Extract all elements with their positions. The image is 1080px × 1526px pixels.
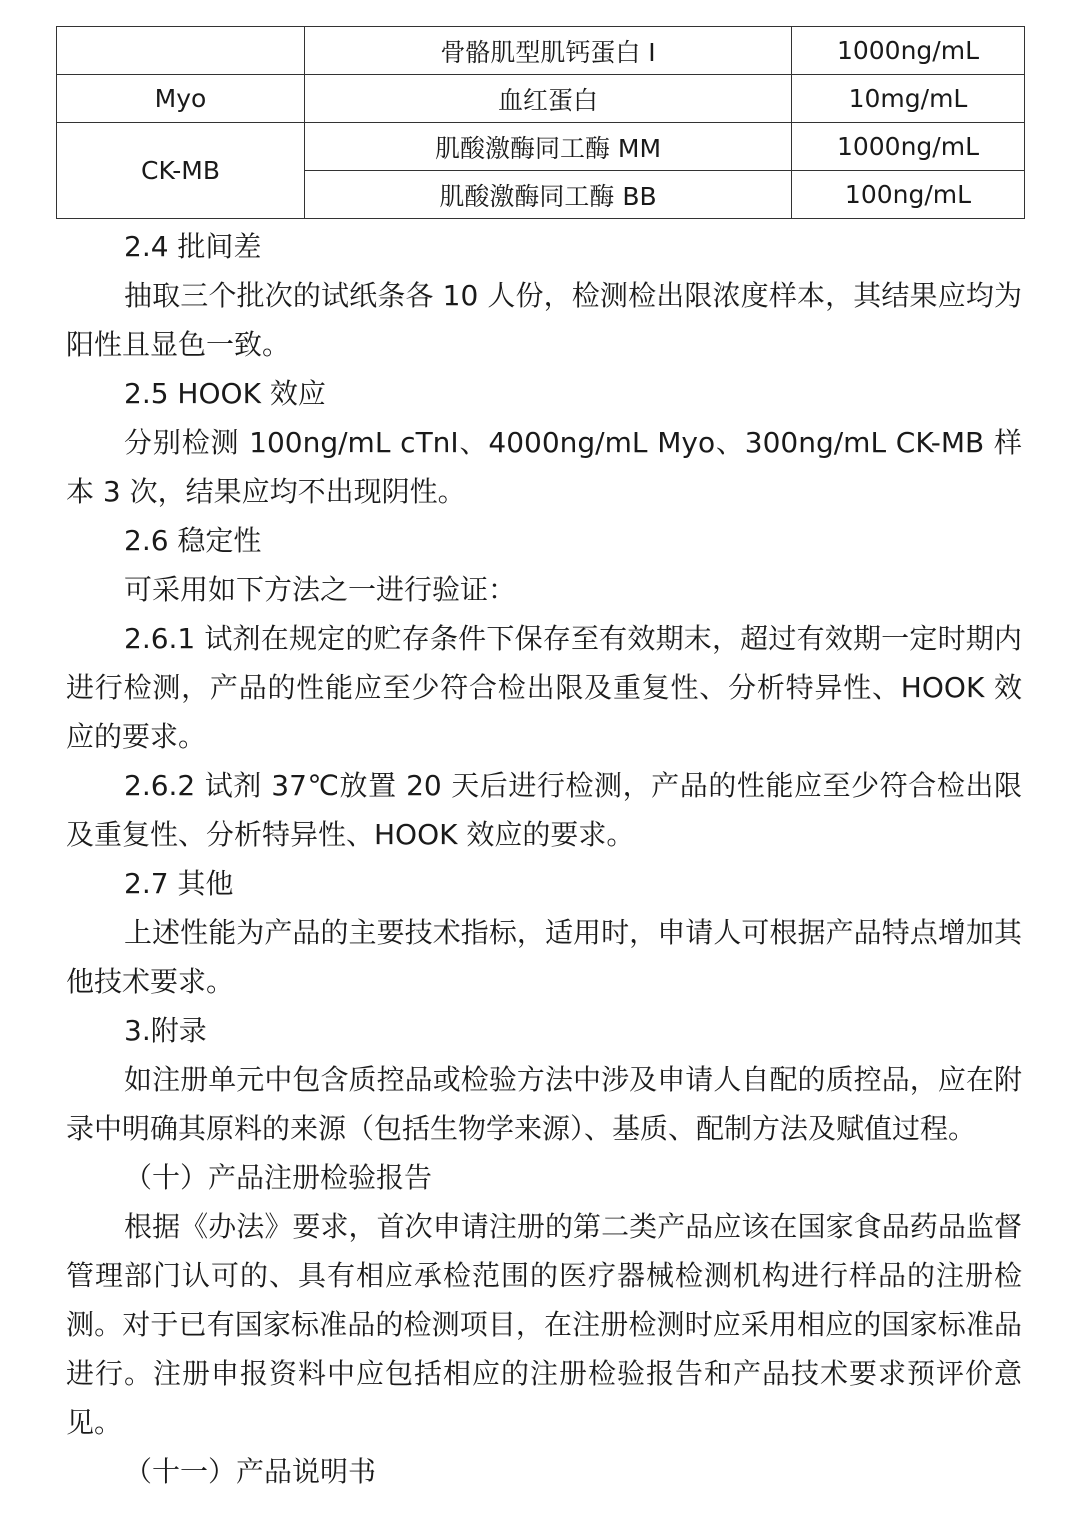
paragraph-2-5: 分别检测 100ng/mL cTnI、4000ng/mL Myo、300ng/mL CK-MB 样本 3 次，结果应均不出现阴性。 (66, 426, 1022, 508)
table-row (57, 75, 1025, 123)
table-cell-concentration: 100ng/mL (792, 171, 1025, 219)
table-cell-item (57, 27, 305, 75)
table-cell-item: CK-MB (57, 123, 305, 219)
heading-2-4: 2.4 批间差 (124, 230, 262, 263)
heading-2-6: 2.6 稳定性 (124, 524, 262, 557)
interference-table (56, 26, 1025, 219)
table-cell-interferent: 血红蛋白 (305, 75, 792, 123)
table-cell-concentration: 10mg/mL (792, 75, 1025, 123)
paragraph-3: 如注册单元中包含质控品或检验方法中涉及申请人自配的质控品，应在附录中明确其原料的来源（包括生物学来源）、基质、配制方法及赋值过程。 (66, 1063, 1022, 1145)
table-cell-concentration: 1000ng/mL (792, 27, 1025, 75)
table-row (57, 123, 1025, 171)
table-cell-interferent: 骨骼肌型肌钙蛋白 I (305, 27, 792, 75)
table-cell-interferent: 肌酸激酶同工酶 MM (305, 123, 792, 171)
paragraph-2-6: 可采用如下方法之一进行验证： (124, 573, 517, 606)
heading-2-5: 2.5 HOOK 效应 (124, 377, 326, 410)
paragraph-2-6-2: 2.6.2 试剂 37℃放置 20 天后进行检测，产品的性能应至少符合检出限及重复性、分析特异性、HOOK 效应的要求。 (66, 769, 1022, 851)
paragraph-section-10: 根据《办法》要求，首次申请注册的第二类产品应该在国家食品药品监督管理部门认可的、具有相应承检范围的医疗器械检测机构进行样品的注册检测。对于已有国家标准品的检测项目，在注册检测时应采用相应的国家标准品进行。注册申报资料中应包括相应的注册检验报告和产品技术要求预评价意见。 (66, 1210, 1022, 1439)
table-cell-interferent: 肌酸激酶同工酶 BB (305, 171, 792, 219)
paragraph-2-4: 抽取三个批次的试纸条各 10 人份，检测检出限浓度样本，其结果应均为阳性且显色一致。 (66, 279, 1022, 361)
heading-3: 3.附录 (124, 1014, 207, 1047)
heading-2-7: 2.7 其他 (124, 867, 234, 900)
table-row (57, 27, 1025, 75)
paragraph-2-7: 上述性能为产品的主要技术指标，适用时，申请人可根据产品特点增加其他技术要求。 (66, 916, 1022, 998)
paragraph-2-6-1: 2.6.1 试剂在规定的贮存条件下保存至有效期末，超过有效期一定时期内进行检测，产品的性能应至少符合检出限及重复性、分析特异性、HOOK 效应的要求。 (66, 622, 1022, 753)
heading-section-11: （十一）产品说明书 (124, 1455, 377, 1488)
heading-section-10: （十）产品注册检验报告 (124, 1161, 433, 1194)
table-cell-concentration: 1000ng/mL (792, 123, 1025, 171)
table-cell-item: Myo (57, 75, 305, 123)
